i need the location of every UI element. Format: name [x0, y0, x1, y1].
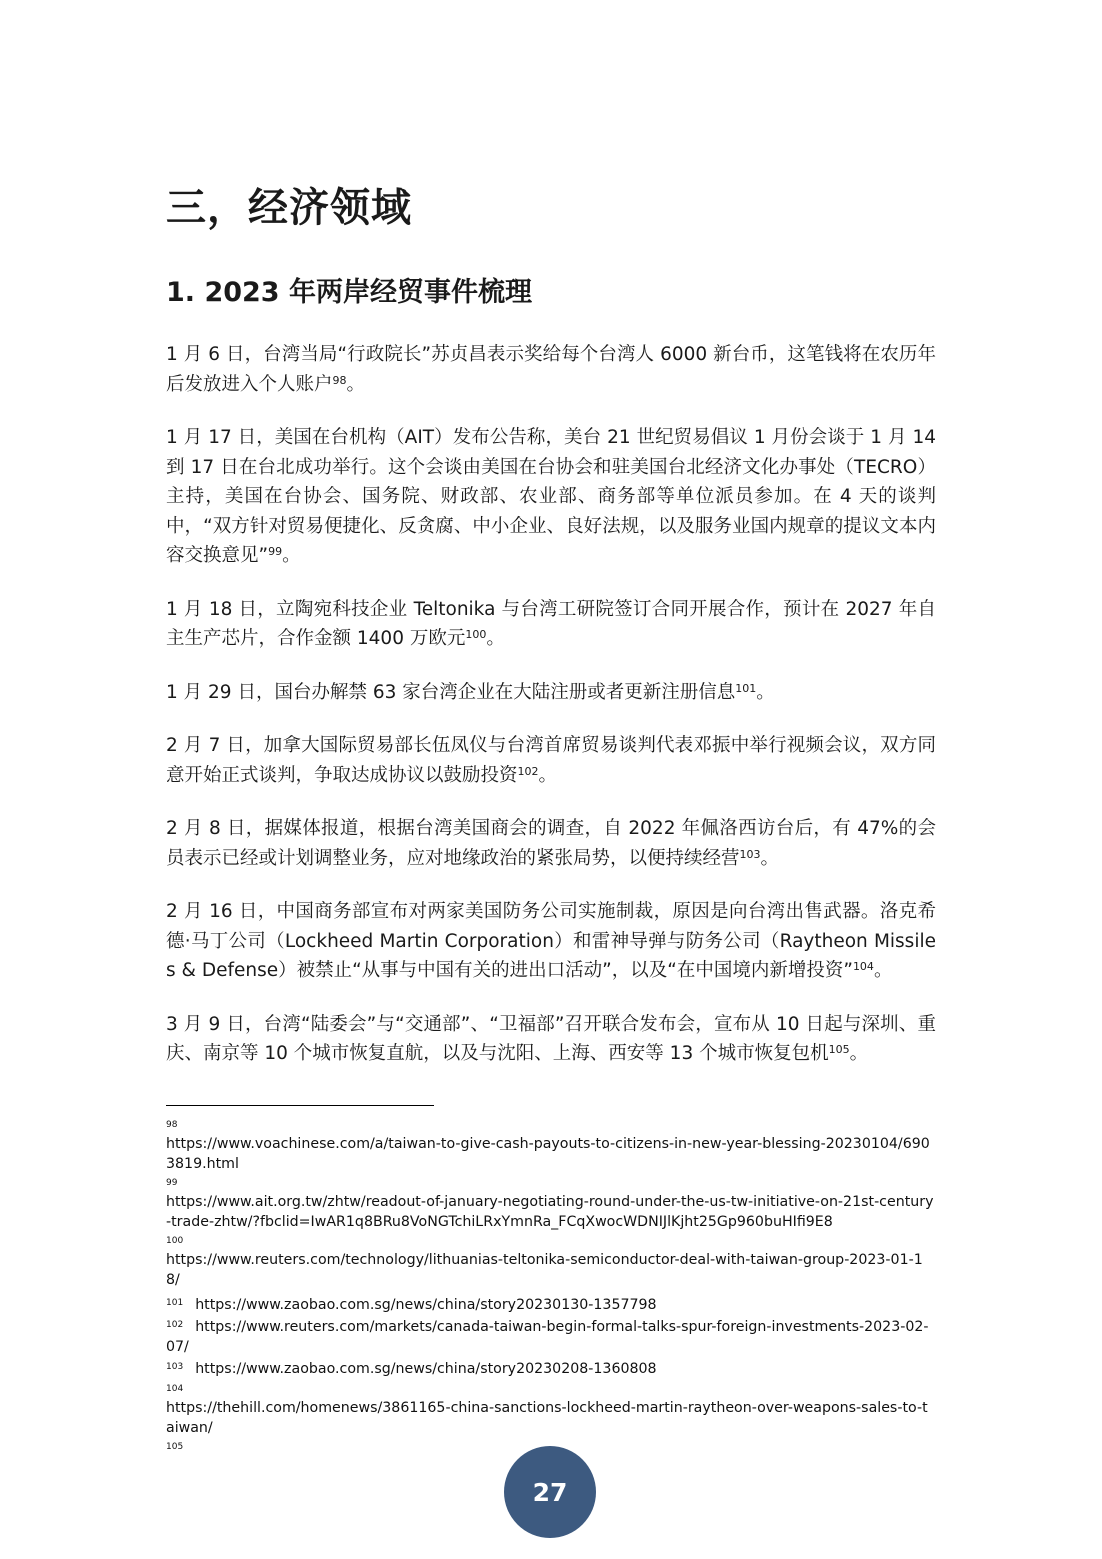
paragraph-tail: 。 [760, 847, 780, 869]
paragraph [166, 1010, 936, 1069]
footnote-link[interactable]: https://www.reuters.com/technology/lithuanias-teltonika-semiconductor-deal-with-taiwan-group-2023-01-18/ [166, 1252, 923, 1288]
paragraph-text: 1 月 18 日，立陶宛科技企业 Teltonika 与台湾工研院签订合同开展合作，预计在 2027 年自主生产芯片，合作金额 1400 万欧元 [166, 598, 936, 649]
footnote-number: 103 [166, 1362, 184, 1372]
footnote-number: 105 [166, 1442, 184, 1452]
chapter-title: 三，经济领域 [166, 185, 412, 231]
footnote-link[interactable]: https://www.reuters.com/markets/canada-taiwan-begin-formal-talks-spur-foreign-investments-2023-02-07/ [166, 1319, 929, 1355]
paragraph [166, 814, 936, 873]
footnote-ref[interactable]: 101 [735, 681, 757, 695]
footnote-item [166, 1357, 936, 1379]
paragraph [166, 678, 936, 708]
paragraph [166, 423, 936, 571]
footnote-item [166, 1383, 936, 1438]
paragraph-text: 2 月 8 日，据媒体报道，根据台湾美国商会的调查，自 2022 年佩洛西访台后，有 47%的会员表示已经或计划调整业务，应对地缘政治的紧张局势，以便持续经营 [166, 818, 936, 869]
paragraph-tail: 。 [756, 681, 775, 703]
paragraph-tail: 。 [282, 545, 301, 566]
paragraph [166, 897, 936, 986]
footnotes [166, 1119, 936, 1456]
footnote-link[interactable]: https://www.zaobao.com.sg/news/china/story20230130-1357798 [195, 1297, 657, 1313]
page-number: 27 [532, 1477, 568, 1507]
paragraph-text: 1 月 29 日，国台办解禁 63 家台湾企业在大陆注册或者更新注册信息 [166, 681, 736, 703]
footnote-ref[interactable]: 100 [465, 628, 487, 641]
footnote-item [166, 1315, 936, 1357]
footnote-number: 99 [166, 1178, 178, 1188]
footnote-number: 100 [166, 1236, 184, 1246]
footnote-item [166, 1235, 936, 1290]
paragraph-tail: 。 [849, 1043, 869, 1064]
footnote-number: 98 [166, 1120, 178, 1130]
footnote-link[interactable]: https://www.zaobao.com.sg/news/china/story20230208-1360808 [195, 1361, 657, 1377]
footnote-number: 102 [166, 1320, 184, 1330]
paragraph-tail: 。 [346, 373, 366, 395]
paragraph-tail: 。 [486, 628, 505, 649]
section-title: 1. 2023 年两岸经贸事件梳理 [166, 277, 532, 308]
footnote-number: 101 [166, 1298, 184, 1308]
paragraph-text: 1 月 6 日，台湾当局“行政院长”苏贞昌表示奖给每个台湾人 6000 新台币，这笔钱将在农历年后发放进入个人账户 [166, 344, 936, 395]
paragraph-text: 2 月 7 日，加拿大国际贸易部长伍凤仪与台湾首席贸易谈判代表邓振中举行视频会议，双方同意开始正式谈判，争取达成协议以鼓励投资 [166, 735, 936, 786]
paragraph-text: 3 月 9 日，台湾“陆委会”与“交通部”、“卫福部”召开联合发布会，宣布从 10 日起与深圳、重庆、南京等 10 个城市恢复直航，以及与沈阳、上海、西安等 13 个城市恢复包机 [166, 1013, 936, 1064]
footnote-ref[interactable]: 104 [852, 960, 874, 973]
footnote-number: 104 [166, 1384, 184, 1394]
footnote-ref[interactable]: 103 [739, 847, 761, 861]
body-text [166, 340, 936, 1093]
footnote-item [166, 1119, 936, 1174]
footnote-link[interactable]: https://thehill.com/homenews/3861165-china-sanctions-lockheed-martin-raytheon-over-weapons-sales-to-taiwan/ [166, 1400, 928, 1436]
paragraph [166, 731, 936, 790]
footnote-link[interactable]: https://www.voachinese.com/a/taiwan-to-give-cash-payouts-to-citizens-in-new-year-blessing-20230104/6903819.html [166, 1136, 930, 1172]
footnote-item [166, 1293, 936, 1315]
footnote-divider [166, 1105, 434, 1106]
footnote-link[interactable]: https://www.ait.org.tw/zhtw/readout-of-january-negotiating-round-under-the-us-tw-initiative-on-21st-century-trade-zhtw/?fbclid=IwAR1q8BRu8VoNGTchiLRxYmnRa_FCqXwocWDNIJlKjht25Gp960buHIfi9E8 [166, 1194, 934, 1230]
footnote-ref[interactable]: 102 [517, 764, 539, 778]
footnote-ref[interactable]: 105 [828, 1043, 850, 1056]
footnote-ref[interactable]: 98 [332, 373, 347, 387]
paragraph-tail: 。 [873, 960, 893, 981]
paragraph [166, 595, 936, 654]
footnote-ref[interactable]: 99 [268, 545, 283, 558]
paragraph-text: 2 月 16 日，中国商务部宣布对两家美国防务公司实施制裁，原因是向台湾出售武器。洛克希德·马丁公司（Lockheed Martin Corporation）和雷神导弹与防务公司（Raytheon Missiles & Defense）被禁止“从事与中国有关的进出口活动”，以及“在中国境内新增投资” [166, 901, 936, 981]
paragraph-tail: 。 [538, 764, 558, 786]
page-number-badge [504, 1446, 596, 1538]
footnote-item [166, 1177, 936, 1232]
paragraph-text: 1 月 17 日，美国在台机构（AIT）发布公告称，美台 21 世纪贸易倡议 1 月份会谈于 1 月 14 到 17 日在台北成功举行。这个会谈由美国在台协会和驻美国台北经济文化办事处（TECRO）主持，美国在台协会、国务院、财政部、农业部、商务部等单位派员参加。在 4 天的谈判中，“双方针对贸易便捷化、反贪腐、中小企业、良好法规，以及服务业国内规章的提议文本内容交换意见” [166, 427, 936, 566]
paragraph [166, 340, 936, 399]
